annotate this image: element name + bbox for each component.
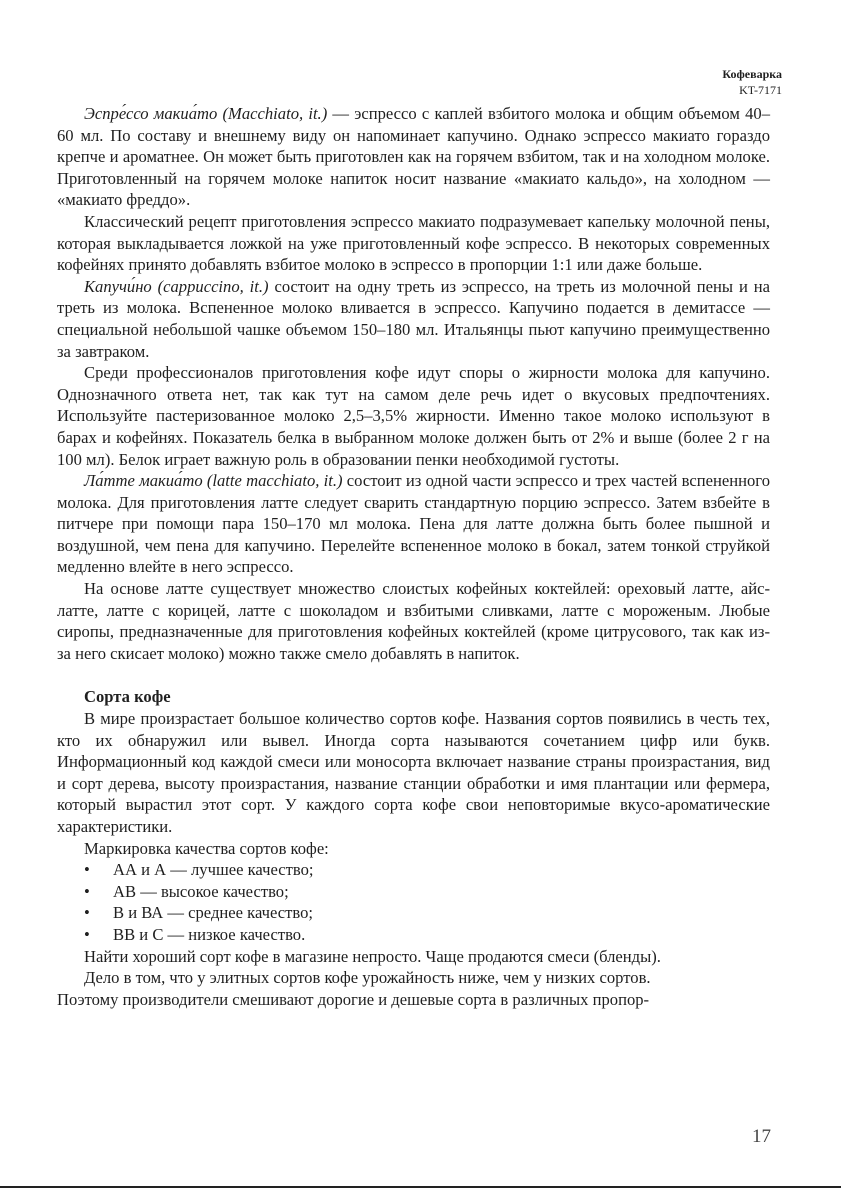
- bullet-icon: •: [84, 860, 90, 880]
- bottom-divider: [0, 1186, 841, 1188]
- paragraph-text: На основе латте существует множество слоистых кофейных коктейлей: ореховый латте, айс-латте, латте с корицей, латте с шоколадом и взбитыми сливками, латте с мороженым. Любые сиропы, предназначенные для приготовления кофейных коктейлей (кроме цитрусового, так как из-за него скисает молоко) можно также смело добавлять в напиток.: [57, 579, 770, 663]
- paragraph-text: — эспрессо с каплей взбитого молока и общим объемом 40–60 мл. По составу и внешнему виду он напоминает капучино. Однако эспрессо макиато гораздо крепче и ароматнее. Он может быть приготовлен как на горячем взбитом, так и на холодном молоке. Приготовленный на горячем молоке напиток носит название «макиато кальдо», на холодном — «макиато фреддо».: [57, 104, 770, 210]
- paragraph-macchiato: [57, 103, 770, 211]
- header-model-number: KT-7171: [739, 83, 782, 97]
- paragraph-milk-fat: [57, 362, 770, 470]
- term-cappuccino: Капучи́но (cappuccino, it.): [84, 276, 269, 296]
- paragraph-macchiato-recipe: [57, 211, 770, 276]
- paragraph-blends: Найти хороший сорт кофе в магазине непросто. Чаще продаются смеси (бленды).: [84, 946, 661, 966]
- list-item: [57, 859, 770, 881]
- bullet-icon: •: [84, 903, 90, 923]
- paragraph-text: Классический рецепт приготовления эспрессо макиато подразумевает капельку молочной пены, которая выкладывается ложкой на уже приготовленный кофе эспрессо. В некоторых современных кофейнях принято добавлять взбитое молоко в эспрессо в пропорции 1:1 или даже больше.: [57, 211, 770, 275]
- list-item: [57, 881, 770, 903]
- list-item: [57, 924, 770, 946]
- header-product-name: Кофеварка: [722, 67, 782, 81]
- paragraph-coffee-sorts: В мире произрастает большое количество сортов кофе. Названия сортов появились в честь тех, кто их обнаружил или вывел. Иногда сорта называются сочетанием цифр или букв. Информационный код каждой смеси или моносорта включает название страны произрастания, вид и сорт дерева, высоту произрастания, название станции обработки и имя плантации или фермера, который вырастил этот сорт. У каждого сорта кофе свои неповторимые вкусо-ароматические характеристики.: [57, 709, 770, 836]
- section-title-coffee-sorts: Сорта кофе: [84, 687, 171, 707]
- paragraph-latte-macchiato: [57, 470, 770, 578]
- paragraph-text: Среди профессионалов приготовления кофе идут споры о жирности молока для капучино. Однозначного ответа нет, так как тут на самом деле речь идет о вкусовых предпочтениях. Используйте пастеризованное молоко 2,5–3,5% жирности. Именно такое молоко используют в барах и кофейнях. Показатель белка в выбранном молоке должен быть от 2% и выше (более 2 г на 100 мл). Белок играет важную роль в образовании пенки необходимой густоты.: [57, 363, 770, 469]
- list-item-text: В и ВА — среднее качество;: [113, 903, 314, 923]
- list-item-text: АВ — высокое качество;: [113, 881, 289, 901]
- paragraph-text: состоит на одну треть из эспрессо, на треть из молочной пены и на треть из молока. Вспененное молоко вливается в эспрессо. Капучино подается в демитассе — специальной небольшой чашке объемом 150–180 мл. Итальянцы пьют капучино преимущественно за завтраком.: [57, 276, 770, 361]
- bullet-icon: •: [84, 881, 90, 901]
- page-header: [722, 66, 782, 98]
- quality-list: [57, 859, 770, 945]
- term-latte-macchiato: Ла́тте макиа́то (latte macchiato, it.): [84, 471, 343, 491]
- paragraph-latte-cocktails: [57, 578, 770, 664]
- term-macchiato: Эспре́ссо макиа́то (Macchiato, it.): [84, 104, 328, 123]
- page-body: [57, 103, 770, 1010]
- page-number: 17: [752, 1126, 771, 1147]
- list-item-text: ВВ и С — низкое качество.: [113, 924, 306, 944]
- paragraph-text: состоит из одной части эспрессо и трех частей вспененного молока. Для приготовления латте следует сварить стандартную порцию эспрессо. Затем взбейте в питчере при помощи пара 150–170 мл молока. Пена для латте должна быть более пышной и воздушной, чем пена для капучино. Перелейте вспененное молоко в бокал, затем тонкой струйкой медленно влейте в него эспрессо.: [57, 471, 770, 577]
- paragraph-cappuccino: [57, 276, 770, 362]
- list-item-text: АА и А — лучшее качество;: [113, 860, 314, 880]
- paragraph-quality-marking: Маркировка качества сортов кофе:: [84, 838, 329, 858]
- paragraph-continuation: Поэтому производители смешивают дорогие и дешевые сорта в различных пропор-: [57, 989, 650, 1009]
- bullet-icon: •: [84, 924, 90, 944]
- paragraph-yield: Дело в том, что у элитных сортов кофе урожайность ниже, чем у низких сортов.: [84, 968, 651, 988]
- list-item: [57, 902, 770, 924]
